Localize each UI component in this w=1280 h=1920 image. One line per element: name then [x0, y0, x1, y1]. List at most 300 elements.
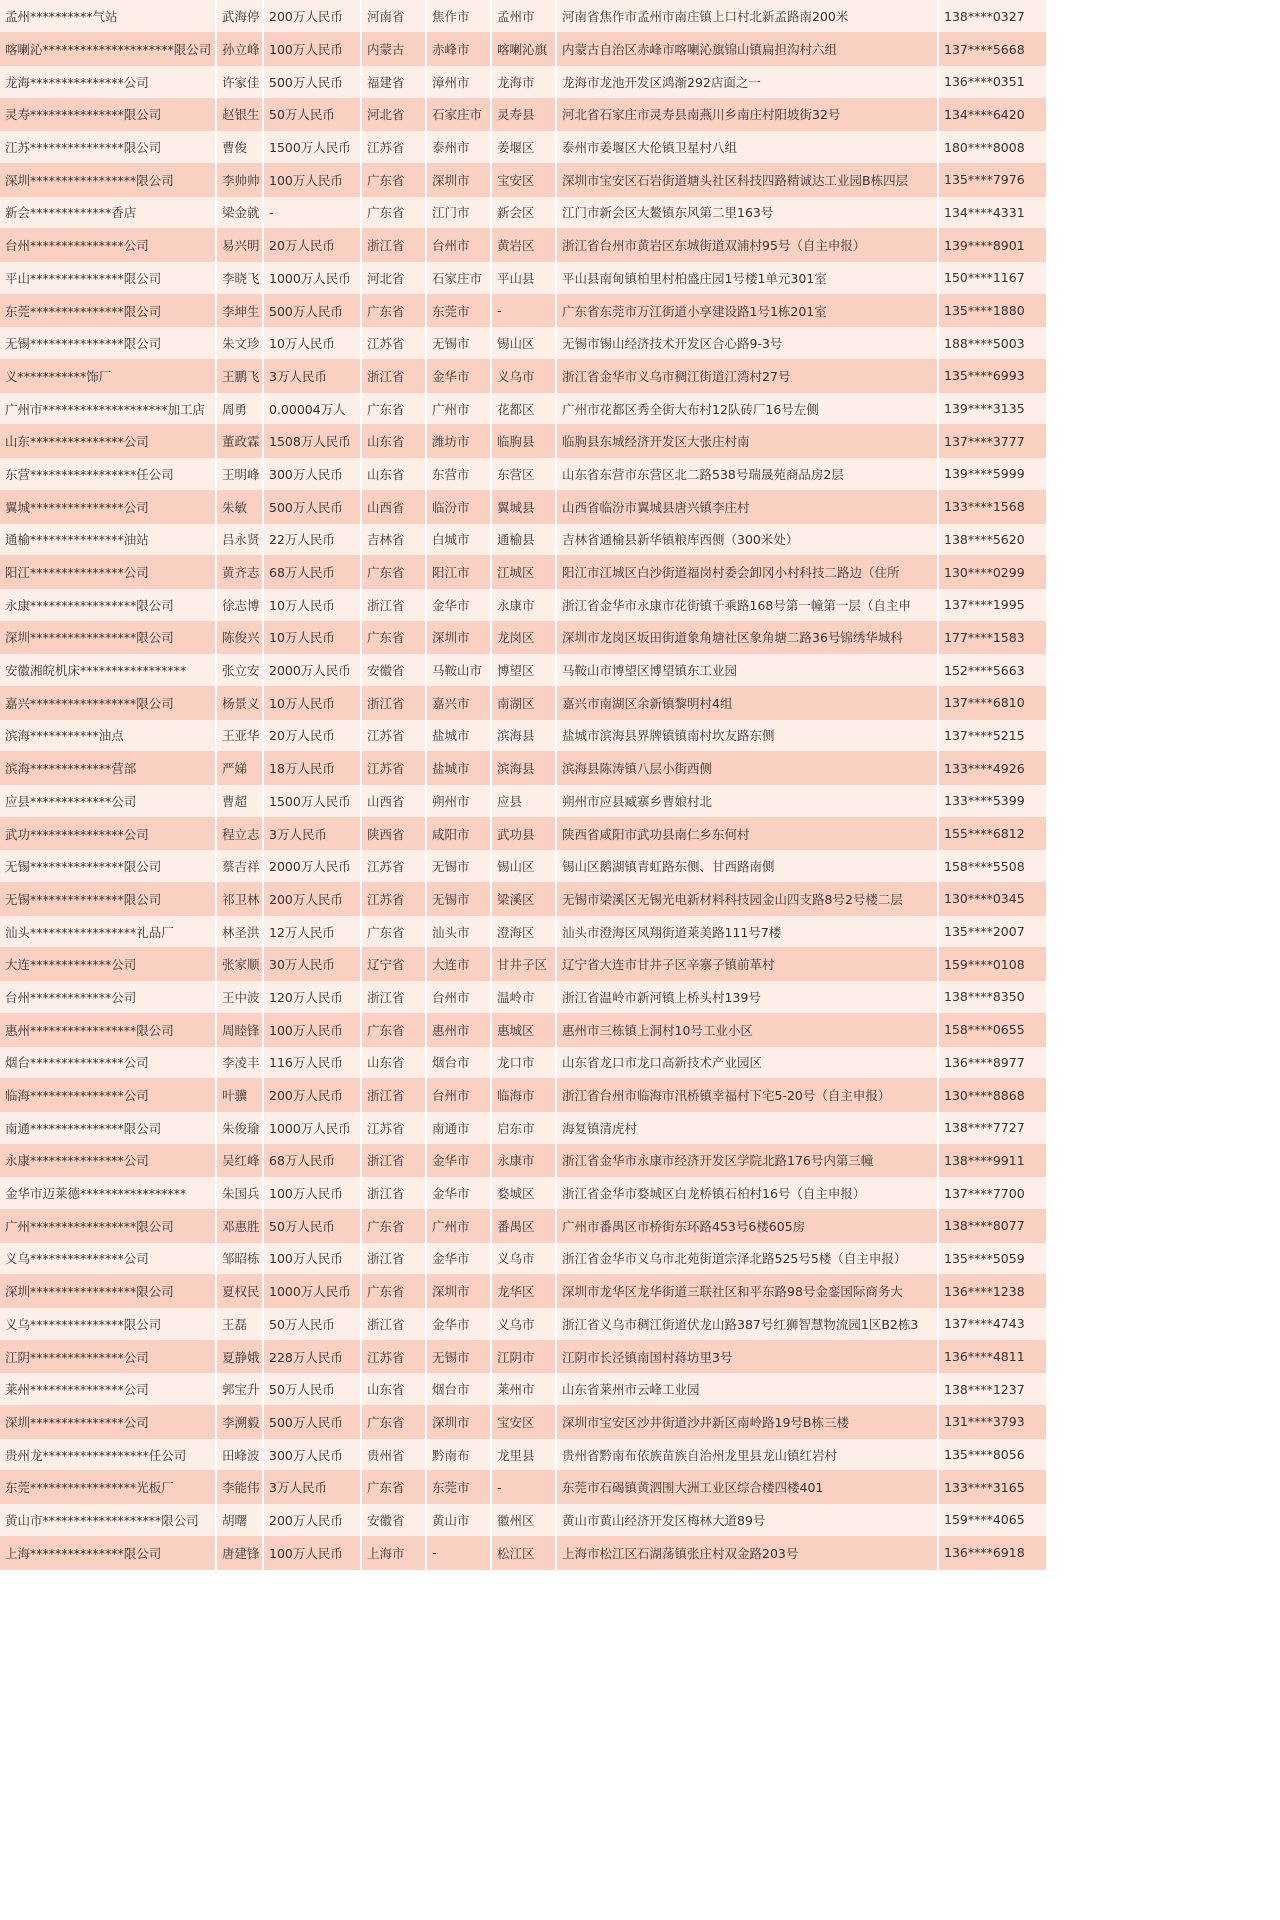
address-cell: 深圳市龙岗区坂田街道象角塘社区象角塘二路36号锦绣华城科 — [556, 621, 938, 654]
contact-cell: 夏静娥 — [216, 1340, 263, 1373]
district-cell: 东营区 — [491, 458, 556, 491]
address-cell: 深圳市宝安区石岩街道塘头社区科技四路精诚达工业园B栋四层 — [556, 163, 938, 196]
province-cell: 贵州省 — [361, 1438, 426, 1471]
contact-cell: 梁金就 — [216, 196, 263, 229]
address-cell: 江门市新会区大鳌镇东风第二里163号 — [556, 196, 938, 229]
phone-cell: 138****8350 — [938, 981, 1046, 1014]
address-cell: 浙江省金华市婺城区白龙桥镇石柏村16号（自主申报） — [556, 1177, 938, 1210]
city-cell: 无锡市 — [426, 327, 491, 360]
phone-cell: 135****2007 — [938, 915, 1046, 948]
province-cell: 安徽省 — [361, 1504, 426, 1537]
capital-cell: 500万人民币 — [263, 1406, 361, 1439]
contact-cell: 李帅帅 — [216, 163, 263, 196]
district-cell: 应县 — [491, 785, 556, 818]
district-cell: 临朐县 — [491, 425, 556, 458]
city-cell: 无锡市 — [426, 883, 491, 916]
district-cell: 花都区 — [491, 392, 556, 425]
table-row — [0, 229, 1046, 262]
contact-cell: 邓惠胜 — [216, 1209, 263, 1242]
company-cell: 无锡***************限公司 — [0, 850, 216, 883]
capital-cell: 68万人民币 — [263, 556, 361, 589]
district-cell: 平山县 — [491, 262, 556, 295]
phone-cell: 138****0327 — [938, 0, 1046, 33]
city-cell: 大连市 — [426, 948, 491, 981]
district-cell: 宝安区 — [491, 1406, 556, 1439]
contact-cell: 王磊 — [216, 1308, 263, 1341]
contact-cell: 周勇 — [216, 392, 263, 425]
address-cell: 无锡市锡山经济技术开发区合心路9-3号 — [556, 327, 938, 360]
address-cell: 盐城市滨海县界牌镇镇南村坎友路东侧 — [556, 719, 938, 752]
province-cell: 江苏省 — [361, 850, 426, 883]
capital-cell: 100万人民币 — [263, 1242, 361, 1275]
province-cell: 山东省 — [361, 1373, 426, 1406]
company-cell: 台州*************公司 — [0, 981, 216, 1014]
company-cell: 广州*****************限公司 — [0, 1209, 216, 1242]
capital-cell: 3万人民币 — [263, 1471, 361, 1504]
district-cell: 义乌市 — [491, 1308, 556, 1341]
contact-cell: 叶骥 — [216, 1079, 263, 1112]
district-cell: 番禺区 — [491, 1209, 556, 1242]
capital-cell: 100万人民币 — [263, 1177, 361, 1210]
company-cell: 黄山市*******************限公司 — [0, 1504, 216, 1537]
contact-cell: 杨景义 — [216, 686, 263, 719]
province-cell: 广东省 — [361, 1471, 426, 1504]
table-row — [0, 785, 1046, 818]
table-row — [0, 981, 1046, 1014]
table-row — [0, 752, 1046, 785]
district-cell: 锡山区 — [491, 327, 556, 360]
table-row — [0, 1046, 1046, 1079]
company-cell: 义乌***************公司 — [0, 1242, 216, 1275]
phone-cell: 139****3135 — [938, 392, 1046, 425]
table-row — [0, 1275, 1046, 1308]
contact-cell: 祁卫林 — [216, 883, 263, 916]
province-cell: 上海市 — [361, 1536, 426, 1569]
province-cell: 山西省 — [361, 785, 426, 818]
address-cell: 黄山市黄山经济开发区梅林大道89号 — [556, 1504, 938, 1537]
district-cell: 武功县 — [491, 817, 556, 850]
contact-cell: 李坤生 — [216, 294, 263, 327]
phone-cell: 158****0655 — [938, 1013, 1046, 1046]
contact-cell: 林圣洪 — [216, 915, 263, 948]
phone-cell: 133****5399 — [938, 785, 1046, 818]
phone-cell: 136****1238 — [938, 1275, 1046, 1308]
city-cell: 无锡市 — [426, 1340, 491, 1373]
phone-cell: 136****6918 — [938, 1536, 1046, 1569]
phone-cell: 134****4331 — [938, 196, 1046, 229]
phone-cell: 138****1237 — [938, 1373, 1046, 1406]
company-cell: 深圳*****************限公司 — [0, 1275, 216, 1308]
table-row — [0, 948, 1046, 981]
city-cell: 盐城市 — [426, 752, 491, 785]
table-row — [0, 1144, 1046, 1177]
contact-cell: 陈俊兴 — [216, 621, 263, 654]
address-cell: 内蒙古自治区赤峰市喀喇沁旗锦山镇扁担沟村六组 — [556, 33, 938, 66]
address-cell: 山西省临汾市翼城县唐兴镇李庄村 — [556, 490, 938, 523]
address-cell: 江阴市长泾镇南国村蒋坊里3号 — [556, 1340, 938, 1373]
district-cell: 喀喇沁旗 — [491, 33, 556, 66]
contact-cell: 王明峰 — [216, 458, 263, 491]
contact-cell: 夏权民 — [216, 1275, 263, 1308]
address-cell: 浙江省金华市义乌市北苑街道宗泽北路525号5楼（自主申报） — [556, 1242, 938, 1275]
phone-cell: 137****6810 — [938, 686, 1046, 719]
company-cell: 深圳*****************限公司 — [0, 621, 216, 654]
table-row — [0, 1111, 1046, 1144]
table-row — [0, 915, 1046, 948]
address-cell: 滨海县陈涛镇八层小街西侧 — [556, 752, 938, 785]
city-cell: 江门市 — [426, 196, 491, 229]
capital-cell: 10万人民币 — [263, 588, 361, 621]
capital-cell: 120万人民币 — [263, 981, 361, 1014]
company-cell: 无锡***************限公司 — [0, 883, 216, 916]
contact-cell: 朱文珍 — [216, 327, 263, 360]
province-cell: 河北省 — [361, 262, 426, 295]
district-cell: 黄岩区 — [491, 229, 556, 262]
company-cell: 永康*****************限公司 — [0, 588, 216, 621]
address-cell: 广州市番禺区市桥街东环路453号6楼605房 — [556, 1209, 938, 1242]
phone-cell: 138****9911 — [938, 1144, 1046, 1177]
table-row — [0, 131, 1046, 164]
contact-cell: 董政霖 — [216, 425, 263, 458]
contact-cell: 易兴明 — [216, 229, 263, 262]
address-cell: 东莞市石碣镇黄泗围大洲工业区综合楼四楼401 — [556, 1471, 938, 1504]
district-cell: 新会区 — [491, 196, 556, 229]
city-cell: 惠州市 — [426, 1013, 491, 1046]
province-cell: 浙江省 — [361, 1242, 426, 1275]
district-cell: 南湖区 — [491, 686, 556, 719]
contact-cell: 曹俊 — [216, 131, 263, 164]
city-cell: 深圳市 — [426, 621, 491, 654]
city-cell: 台州市 — [426, 1079, 491, 1112]
phone-cell: 138****5620 — [938, 523, 1046, 556]
province-cell: 广东省 — [361, 163, 426, 196]
company-cell: 山东***************公司 — [0, 425, 216, 458]
district-cell: 滨海县 — [491, 752, 556, 785]
capital-cell: 20万人民币 — [263, 229, 361, 262]
phone-cell: 138****7727 — [938, 1111, 1046, 1144]
phone-cell: 130****0299 — [938, 556, 1046, 589]
table-row — [0, 262, 1046, 295]
province-cell: 广东省 — [361, 915, 426, 948]
capital-cell: 200万人民币 — [263, 883, 361, 916]
contact-cell: 王中波 — [216, 981, 263, 1014]
company-cell: 翼城***************公司 — [0, 490, 216, 523]
capital-cell: 50万人民币 — [263, 1308, 361, 1341]
address-cell: 浙江省台州市临海市汛桥镇幸福村下宅5-20号（自主申报） — [556, 1079, 938, 1112]
company-cell: 安徽湘皖机床***************** — [0, 654, 216, 687]
city-cell: 东莞市 — [426, 294, 491, 327]
address-cell: 山东省东营市东营区北二路538号瑞晟苑商品房2层 — [556, 458, 938, 491]
table-row — [0, 523, 1046, 556]
company-cell: 义***********饰厂 — [0, 360, 216, 393]
province-cell: 江苏省 — [361, 1340, 426, 1373]
city-cell: 黄山市 — [426, 1504, 491, 1537]
contact-cell: 程立志 — [216, 817, 263, 850]
province-cell: 江苏省 — [361, 719, 426, 752]
table-row — [0, 196, 1046, 229]
phone-cell: 135****7976 — [938, 163, 1046, 196]
city-cell: 赤峰市 — [426, 33, 491, 66]
capital-cell: 300万人民币 — [263, 458, 361, 491]
company-cell: 通榆***************油站 — [0, 523, 216, 556]
contact-cell: 李能伟 — [216, 1471, 263, 1504]
contact-cell: 胡曙 — [216, 1504, 263, 1537]
city-cell: 漳州市 — [426, 65, 491, 98]
phone-cell: 133****4926 — [938, 752, 1046, 785]
company-cell: 金华市迈莱德***************** — [0, 1177, 216, 1210]
district-cell: 翼城县 — [491, 490, 556, 523]
city-cell: 焦作市 — [426, 0, 491, 33]
city-cell: 汕头市 — [426, 915, 491, 948]
district-cell: 江城区 — [491, 556, 556, 589]
province-cell: 广东省 — [361, 392, 426, 425]
contact-cell: 蔡吉祥 — [216, 850, 263, 883]
company-cell: 新会*************香店 — [0, 196, 216, 229]
province-cell: 福建省 — [361, 65, 426, 98]
phone-cell: 130****8868 — [938, 1079, 1046, 1112]
district-cell: 婺城区 — [491, 1177, 556, 1210]
contact-cell: 武海停 — [216, 0, 263, 33]
province-cell: 辽宁省 — [361, 948, 426, 981]
contact-cell: 严娣 — [216, 752, 263, 785]
table-row — [0, 294, 1046, 327]
capital-cell: 1000万人民币 — [263, 1111, 361, 1144]
table-row — [0, 1013, 1046, 1046]
province-cell: 浙江省 — [361, 588, 426, 621]
contact-cell: 李凌丰 — [216, 1046, 263, 1079]
address-cell: 无锡市梁溪区无锡光电新材料科技园金山四支路8号2号楼二层 — [556, 883, 938, 916]
city-cell: 广州市 — [426, 392, 491, 425]
phone-cell: 136****4811 — [938, 1340, 1046, 1373]
address-cell: 嘉兴市南湖区余新镇黎明村4组 — [556, 686, 938, 719]
address-cell: 浙江省金华市义乌市稠江街道江湾村27号 — [556, 360, 938, 393]
capital-cell: 500万人民币 — [263, 490, 361, 523]
contact-cell: 朱国兵 — [216, 1177, 263, 1210]
table-row — [0, 1177, 1046, 1210]
table-row — [0, 1471, 1046, 1504]
contact-cell: 张家顺 — [216, 948, 263, 981]
company-cell: 滨海*************营部 — [0, 752, 216, 785]
phone-cell: 150****1167 — [938, 262, 1046, 295]
province-cell: 广东省 — [361, 1406, 426, 1439]
company-cell: 莱州***************公司 — [0, 1373, 216, 1406]
district-cell: - — [491, 294, 556, 327]
district-cell: 惠城区 — [491, 1013, 556, 1046]
contact-cell: 徐志博 — [216, 588, 263, 621]
city-cell: 广州市 — [426, 1209, 491, 1242]
capital-cell: 2000万人民币 — [263, 850, 361, 883]
province-cell: 河北省 — [361, 98, 426, 131]
phone-cell: 137****1995 — [938, 588, 1046, 621]
city-cell: 石家庄市 — [426, 262, 491, 295]
city-cell: 烟台市 — [426, 1373, 491, 1406]
district-cell: 孟州市 — [491, 0, 556, 33]
table-row — [0, 1438, 1046, 1471]
district-cell: 龙里县 — [491, 1438, 556, 1471]
district-cell: 启东市 — [491, 1111, 556, 1144]
phone-cell: 135****1880 — [938, 294, 1046, 327]
district-cell: 义乌市 — [491, 360, 556, 393]
contact-cell: 周睦锋 — [216, 1013, 263, 1046]
company-cell: 无锡***************限公司 — [0, 327, 216, 360]
table-row — [0, 490, 1046, 523]
company-cell: 汕头*****************礼品厂 — [0, 915, 216, 948]
district-cell: 永康市 — [491, 588, 556, 621]
province-cell: 浙江省 — [361, 1144, 426, 1177]
province-cell: 陕西省 — [361, 817, 426, 850]
province-cell: 浙江省 — [361, 981, 426, 1014]
contact-cell: 曹超 — [216, 785, 263, 818]
company-cell: 东营*****************任公司 — [0, 458, 216, 491]
table-row — [0, 163, 1046, 196]
phone-cell: 177****1583 — [938, 621, 1046, 654]
table-row — [0, 98, 1046, 131]
capital-cell: 1000万人民币 — [263, 1275, 361, 1308]
district-cell: 江阴市 — [491, 1340, 556, 1373]
company-cell: 上海***************限公司 — [0, 1536, 216, 1569]
address-cell: 马鞍山市博望区博望镇东工业园 — [556, 654, 938, 687]
province-cell: 广东省 — [361, 1209, 426, 1242]
province-cell: 吉林省 — [361, 523, 426, 556]
province-cell: 山西省 — [361, 490, 426, 523]
contact-cell: 孙立峰 — [216, 33, 263, 66]
address-cell: 泰州市姜堰区大伦镇卫星村八组 — [556, 131, 938, 164]
city-cell: 临汾市 — [426, 490, 491, 523]
city-cell: 黔南布 — [426, 1438, 491, 1471]
capital-cell: 500万人民币 — [263, 294, 361, 327]
city-cell: 金华市 — [426, 1242, 491, 1275]
phone-cell: 137****5215 — [938, 719, 1046, 752]
company-cell: 义乌***************限公司 — [0, 1308, 216, 1341]
capital-cell: 116万人民币 — [263, 1046, 361, 1079]
table-row — [0, 65, 1046, 98]
capital-cell: 18万人民币 — [263, 752, 361, 785]
address-cell: 上海市松江区石湖荡镇张庄村双金路203号 — [556, 1536, 938, 1569]
address-cell: 深圳市龙华区龙华街道三联社区和平东路98号金銮国际商务大 — [556, 1275, 938, 1308]
company-cell: 应县*************公司 — [0, 785, 216, 818]
phone-cell: 155****6812 — [938, 817, 1046, 850]
district-cell: 通榆县 — [491, 523, 556, 556]
company-cell: 临海***************公司 — [0, 1079, 216, 1112]
capital-cell: 50万人民币 — [263, 1373, 361, 1406]
address-cell: 浙江省金华市永康市花街镇千乘路168号第一幢第一层（自主申 — [556, 588, 938, 621]
capital-cell: 10万人民币 — [263, 686, 361, 719]
table-row — [0, 588, 1046, 621]
contact-cell: 李晓飞 — [216, 262, 263, 295]
province-cell: 安徽省 — [361, 654, 426, 687]
table-row — [0, 327, 1046, 360]
capital-cell: 1500万人民币 — [263, 131, 361, 164]
table-row — [0, 817, 1046, 850]
province-cell: 广东省 — [361, 621, 426, 654]
address-cell: 海复镇清虎村 — [556, 1111, 938, 1144]
phone-cell: 133****3165 — [938, 1471, 1046, 1504]
phone-cell: 137****4743 — [938, 1308, 1046, 1341]
company-cell: 烟台***************公司 — [0, 1046, 216, 1079]
table-row — [0, 458, 1046, 491]
province-cell: 广东省 — [361, 196, 426, 229]
address-cell: 贵州省黔南布依族苗族自治州龙里县龙山镇红岩村 — [556, 1438, 938, 1471]
phone-cell: 135****5059 — [938, 1242, 1046, 1275]
capital-cell: 0.00004万人 — [263, 392, 361, 425]
district-cell: 宝安区 — [491, 163, 556, 196]
phone-cell: 134****6420 — [938, 98, 1046, 131]
capital-cell: 68万人民币 — [263, 1144, 361, 1177]
capital-cell: 100万人民币 — [263, 33, 361, 66]
address-cell: 辽宁省大连市甘井子区辛寨子镇前革村 — [556, 948, 938, 981]
district-cell: - — [491, 1471, 556, 1504]
district-cell: 锡山区 — [491, 850, 556, 883]
district-cell: 滨海县 — [491, 719, 556, 752]
address-cell: 朔州市应县臧寨乡曹娘村北 — [556, 785, 938, 818]
capital-cell: 500万人民币 — [263, 65, 361, 98]
address-cell: 山东省龙口市龙口高新技术产业园区 — [556, 1046, 938, 1079]
province-cell: 江苏省 — [361, 883, 426, 916]
city-cell: 嘉兴市 — [426, 686, 491, 719]
company-cell: 深圳*****************限公司 — [0, 163, 216, 196]
city-cell: 泰州市 — [426, 131, 491, 164]
province-cell: 河南省 — [361, 0, 426, 33]
city-cell: 深圳市 — [426, 1406, 491, 1439]
table-row — [0, 1536, 1046, 1569]
table-row — [0, 425, 1046, 458]
address-cell: 临朐县东城经济开发区大张庄村南 — [556, 425, 938, 458]
city-cell: 台州市 — [426, 981, 491, 1014]
address-cell: 龙海市龙池开发区鸿渐292店面之一 — [556, 65, 938, 98]
city-cell: 金华市 — [426, 360, 491, 393]
province-cell: 江苏省 — [361, 1111, 426, 1144]
province-cell: 内蒙古 — [361, 33, 426, 66]
province-cell: 广东省 — [361, 556, 426, 589]
table-row — [0, 621, 1046, 654]
contact-cell: 许家佳 — [216, 65, 263, 98]
company-cell: 台州***************公司 — [0, 229, 216, 262]
address-cell: 山东省莱州市云峰工业园 — [556, 1373, 938, 1406]
capital-cell: 22万人民币 — [263, 523, 361, 556]
phone-cell: 135****6993 — [938, 360, 1046, 393]
district-cell: 莱州市 — [491, 1373, 556, 1406]
province-cell: 广东省 — [361, 1275, 426, 1308]
contact-cell: 朱俊瑜 — [216, 1111, 263, 1144]
address-cell: 锡山区鹅湖镇青虹路东侧、甘西路南侧 — [556, 850, 938, 883]
contact-cell: 黄齐志 — [216, 556, 263, 589]
city-cell: 东莞市 — [426, 1471, 491, 1504]
city-cell: 马鞍山市 — [426, 654, 491, 687]
capital-cell: 228万人民币 — [263, 1340, 361, 1373]
company-cell: 嘉兴*****************限公司 — [0, 686, 216, 719]
capital-cell: 2000万人民币 — [263, 654, 361, 687]
table-row — [0, 33, 1046, 66]
province-cell: 浙江省 — [361, 1177, 426, 1210]
phone-cell: 131****3793 — [938, 1406, 1046, 1439]
capital-cell: 3万人民币 — [263, 360, 361, 393]
province-cell: 浙江省 — [361, 1308, 426, 1341]
company-cell: 南通***************限公司 — [0, 1111, 216, 1144]
table-row — [0, 1308, 1046, 1341]
contact-cell: 唐建锋 — [216, 1536, 263, 1569]
capital-cell: 1500万人民币 — [263, 785, 361, 818]
city-cell: 深圳市 — [426, 1275, 491, 1308]
table-row — [0, 1373, 1046, 1406]
company-cell: 深圳***************公司 — [0, 1406, 216, 1439]
phone-cell: 139****8901 — [938, 229, 1046, 262]
district-cell: 灵寿县 — [491, 98, 556, 131]
table-row — [0, 1242, 1046, 1275]
contact-cell: 张立安 — [216, 654, 263, 687]
city-cell: 深圳市 — [426, 163, 491, 196]
district-cell: 义乌市 — [491, 1242, 556, 1275]
district-cell: 临海市 — [491, 1079, 556, 1112]
